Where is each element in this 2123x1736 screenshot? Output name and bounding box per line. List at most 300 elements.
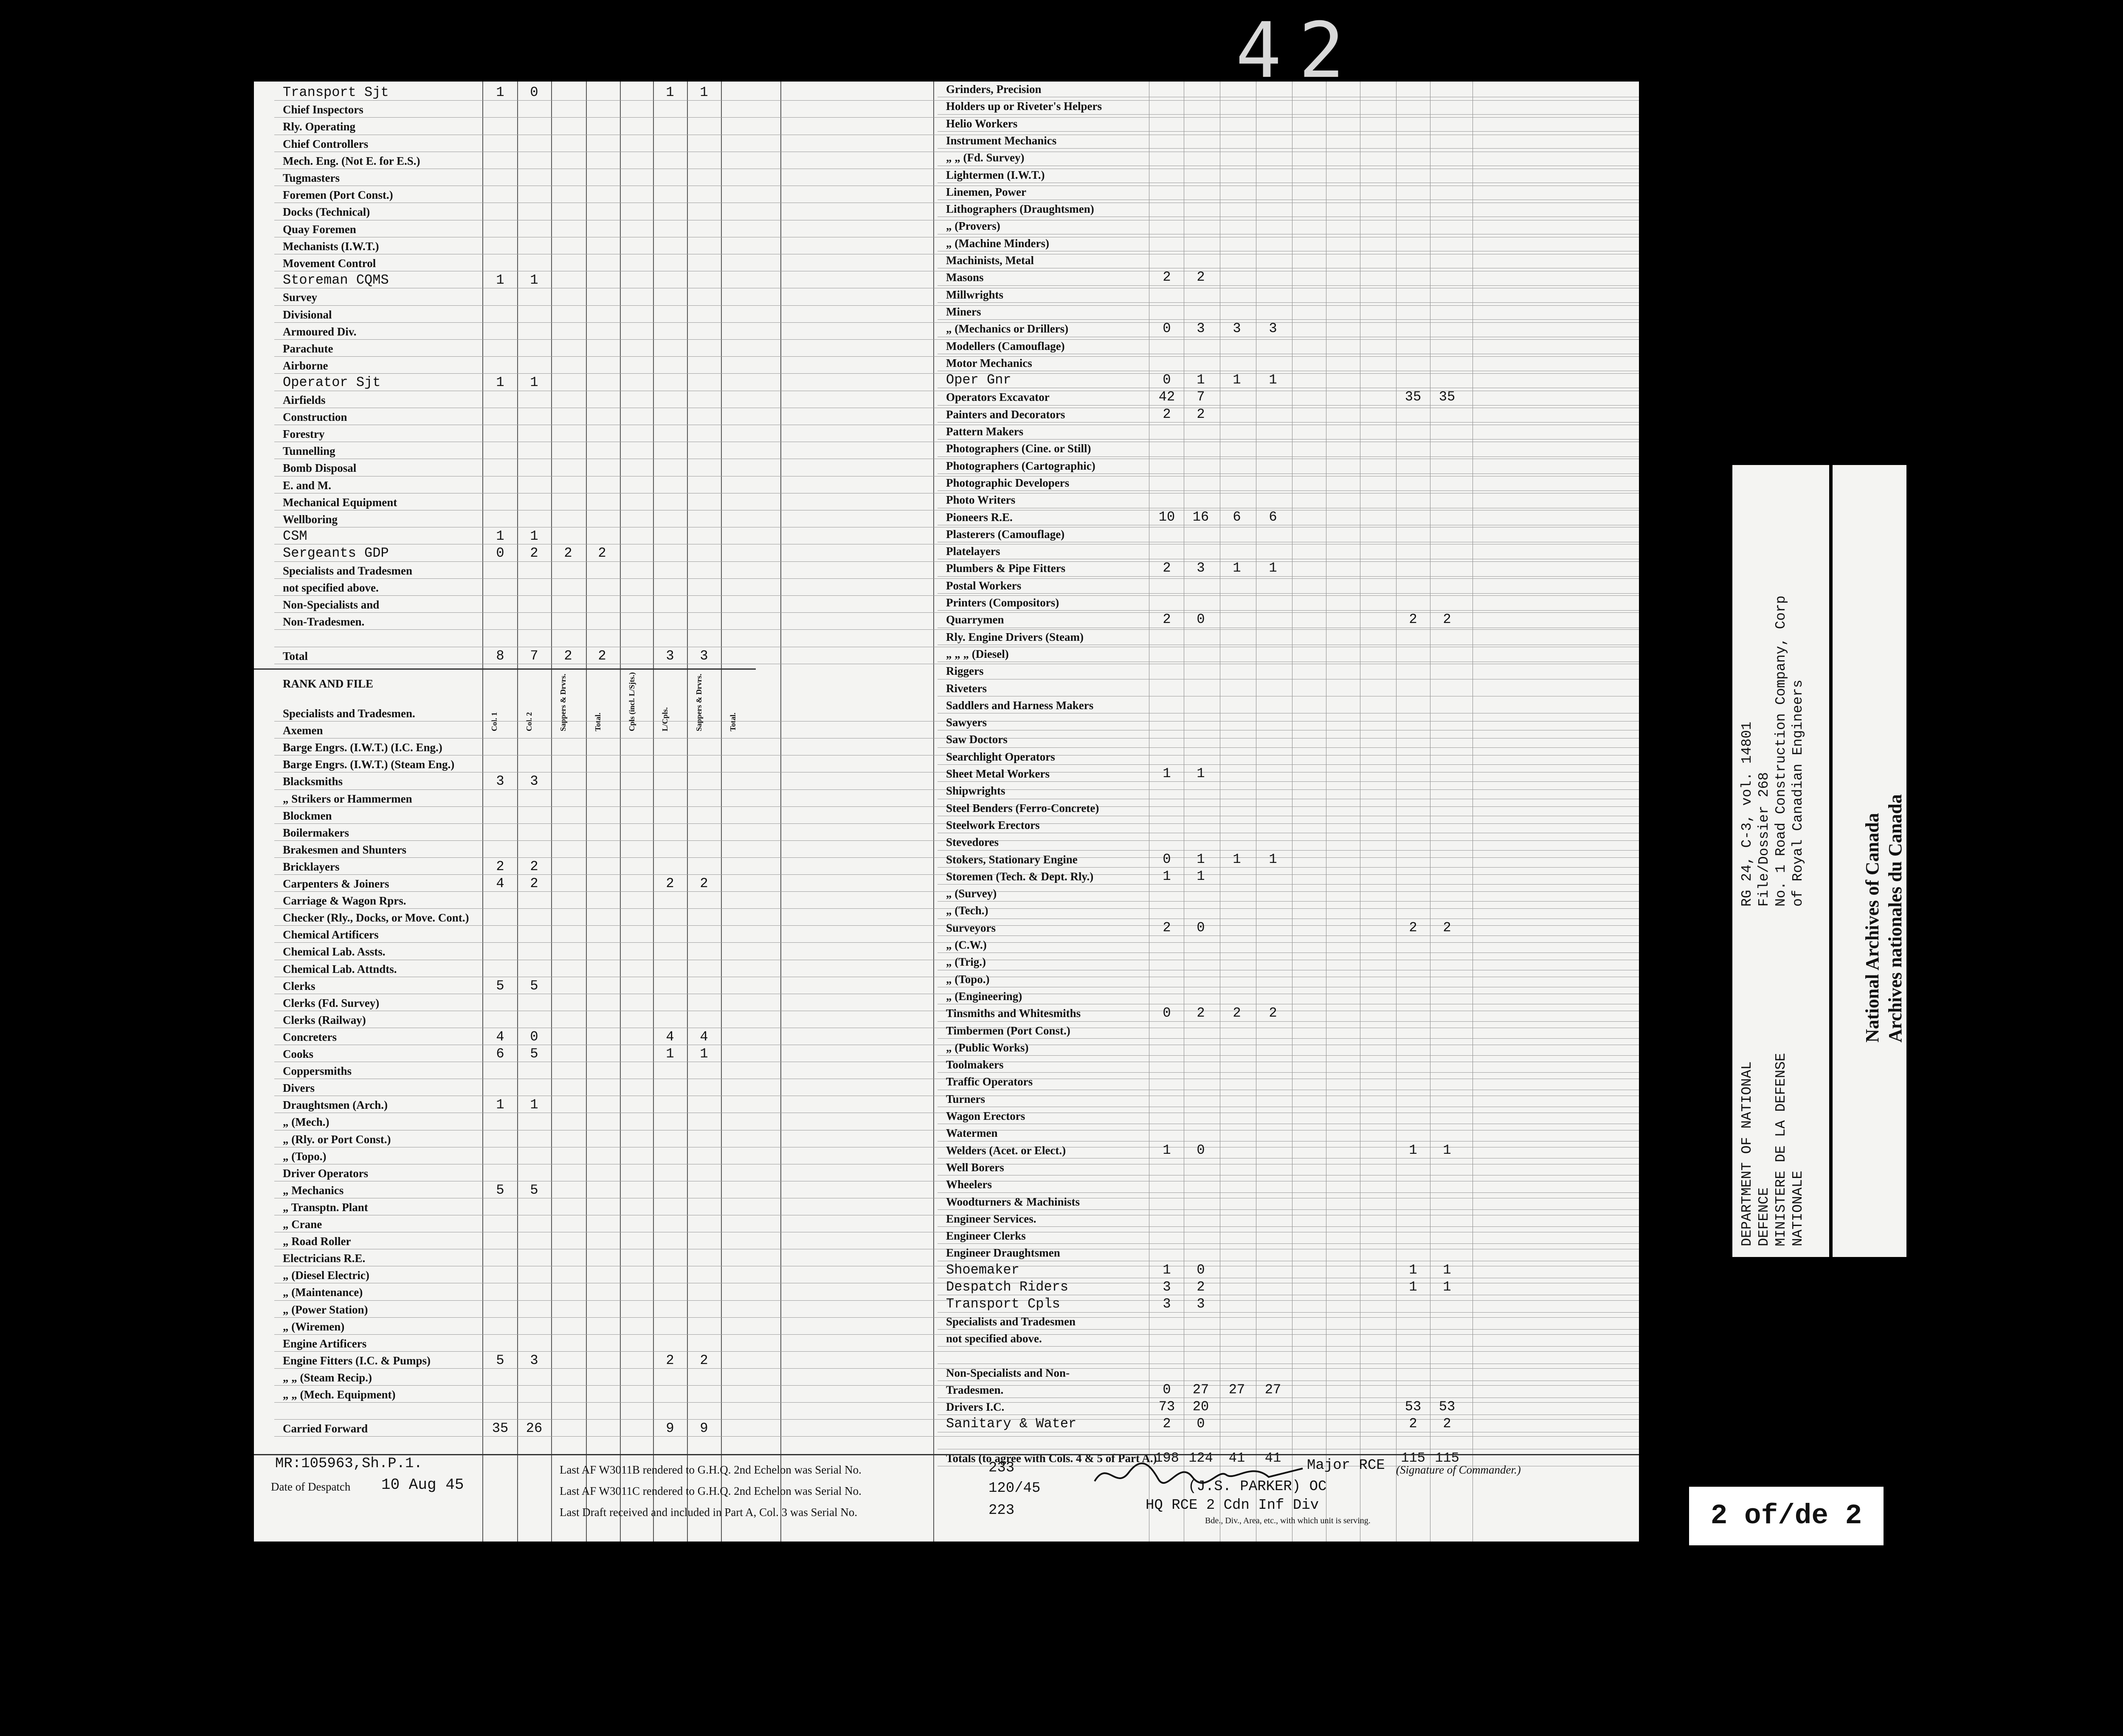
right_rows-label: Postal Workers: [946, 579, 1022, 592]
right-col-line: [933, 82, 934, 1542]
right_rows-value: 3: [1163, 1296, 1171, 1312]
left_rows2-label: Clerks (Fd. Survey): [283, 996, 380, 1009]
left_rows2-value: 3: [530, 773, 538, 789]
right_rows-value: 53: [1405, 1399, 1422, 1415]
right_rows-label: Masons: [946, 271, 984, 284]
page-number: 42: [1236, 6, 1362, 95]
left_rows2-label: „ „ (Steam Recip.): [283, 1371, 372, 1384]
left_rows-label: Construction: [283, 410, 347, 423]
left_rows2-label: „ (Diesel Electric): [283, 1269, 369, 1282]
left_rows2-label: Blacksmiths: [283, 775, 343, 788]
right_rows-value: 1: [1409, 1262, 1417, 1278]
right_rows-value: 41: [1228, 1450, 1245, 1466]
right_rows-label: „ (Survey): [946, 887, 997, 900]
archive-stamp: [1732, 465, 1906, 1257]
right_rows-value: 2: [1197, 406, 1205, 422]
page-badge: 2 of/de 2: [1688, 1485, 1885, 1547]
right_rows-value: 2: [1197, 1005, 1205, 1021]
right_rows-label: Wheelers: [946, 1178, 992, 1191]
dept-lines-line: DEFENCE: [1756, 1187, 1772, 1246]
left_rows2-label: Blockmen: [283, 809, 332, 822]
left_rows-label: Rly. Operating: [283, 120, 356, 133]
left_rows-label: Mech. Eng. (Not E. for E.S.): [283, 154, 420, 167]
right_rows-label: Wagon Erectors: [946, 1110, 1025, 1122]
left_rows-label: Bomb Disposal: [283, 462, 357, 475]
right_rows-label: Helio Workers: [946, 117, 1018, 130]
right_rows-label: Photo Writers: [946, 493, 1016, 507]
right_rows-value: 0: [1197, 612, 1205, 628]
left_rows2-label: Carriage & Wagon Rprs.: [283, 894, 406, 907]
right_rows-label: Woodturners & Machinists: [946, 1195, 1080, 1208]
right_rows-value: 2: [1163, 560, 1171, 576]
left_rows2-label: Clerks: [283, 979, 315, 992]
right_rows-value: 1: [1443, 1279, 1451, 1295]
stamp-divider: [1829, 465, 1833, 1257]
left_rows2-label: Electricians R.E.: [283, 1252, 366, 1265]
right_rows-value: 2: [1443, 919, 1451, 936]
left_rows-label: Foremen (Port Const.): [283, 189, 393, 202]
right_rows-label: Traffic Operators: [946, 1075, 1033, 1088]
right_rows-value: 1: [1197, 372, 1205, 388]
left_rows2-label: Barge Engrs. (I.W.T.) (Steam Eng.): [283, 758, 455, 771]
column-header: Sappers & Drvrs.: [559, 674, 567, 731]
left_rows2-value: 1: [700, 1046, 708, 1062]
right_rows-label: „ (Mechanics or Drillers): [946, 322, 1069, 335]
right_rows-value: 35: [1405, 389, 1422, 405]
right_rows-value: 0: [1163, 372, 1171, 388]
row-rule: [938, 593, 1639, 594]
right_rows-value: 2: [1269, 1005, 1277, 1021]
left-col-line: [687, 82, 688, 1542]
right_rows-value: 2: [1233, 1005, 1241, 1021]
right_rows-label: Storemen (Tech. & Dept. Rly.): [946, 870, 1094, 883]
ref-lines-line: RG 24, C-3, vol. 14801: [1739, 721, 1755, 907]
right_rows-label: Engineer Draughtsmen: [946, 1246, 1060, 1260]
right_rows-label: Transport Cpls: [946, 1296, 1060, 1312]
right_rows-label: Steelwork Erectors: [946, 818, 1040, 831]
unit-note: Bde., Div., Area, etc., with which unit is serving.: [1205, 1516, 1371, 1525]
left-col-line: [551, 82, 552, 1542]
left_rows-label: Operator Sjt: [283, 375, 381, 391]
right_rows-value: 27: [1264, 1381, 1281, 1398]
rank-and-file-heading: RANK AND FILE: [283, 677, 374, 690]
left_rows2-value: 9: [666, 1420, 674, 1437]
left_rows-value: 1: [496, 85, 504, 100]
row-rule: [938, 439, 1639, 440]
despatch-date: 10 Aug 45: [381, 1476, 464, 1494]
right_rows-label: Grinders, Precision: [946, 83, 1042, 96]
right_rows-value: 1: [1163, 766, 1171, 781]
right_rows-label: Engineer Services.: [946, 1212, 1036, 1225]
right_rows-label: Platelayers: [946, 545, 1000, 558]
row-rule: [938, 319, 1639, 320]
dept-lines-line: NATIONALE: [1790, 1170, 1806, 1246]
right_rows-label: Turners: [946, 1092, 985, 1105]
left_rows2-label: Concreters: [283, 1030, 337, 1043]
left_rows2-value: 4: [700, 1029, 708, 1045]
left_rows2-value: 5: [530, 978, 538, 994]
right_rows-value: 1: [1409, 1142, 1417, 1158]
right_rows-label: Holders up or Riveter's Helpers: [946, 100, 1102, 113]
right_rows-value: 1: [1269, 851, 1277, 867]
left_rows-value: 0: [530, 85, 538, 100]
serial-val-3: 223: [988, 1502, 1015, 1519]
left_rows2-value: 2: [700, 876, 708, 891]
left_rows2-value: 5: [496, 978, 504, 994]
row-rule: [938, 1226, 1639, 1227]
right_rows-label: Oper Gnr: [946, 372, 1011, 388]
footer-ref: MR:105963,Sh.P.1.: [275, 1456, 422, 1472]
left_rows2-value: 4: [496, 876, 504, 891]
left_rows-label: Chief Controllers: [283, 137, 369, 150]
left_rows-label: Docks (Technical): [283, 206, 370, 219]
left_rows-label: Movement Control: [283, 257, 376, 270]
right_rows-value: 2: [1163, 1416, 1171, 1432]
right_rows-value: 1: [1443, 1142, 1451, 1158]
left_rows2-label: „ (Rly. or Port Const.): [283, 1133, 391, 1146]
right_rows-label: Sawyers: [946, 716, 987, 729]
stamp-archive: [1833, 465, 1906, 1257]
left_rows2-label: „ Crane: [283, 1218, 322, 1231]
right_rows-value: 53: [1439, 1399, 1456, 1415]
left_rows-value: 1: [700, 85, 708, 100]
left_rows-value: 2: [598, 648, 606, 664]
right_rows-label: Sheet Metal Workers: [946, 767, 1050, 780]
right_rows-value: 0: [1197, 919, 1205, 936]
left_rows-value: 3: [700, 648, 708, 664]
left_rows2-value: 2: [700, 1352, 708, 1368]
left_rows2-value: 5: [530, 1182, 538, 1198]
left_rows2-label: Chemical Lab. Assts.: [283, 945, 386, 958]
right_rows-value: 0: [1197, 1416, 1205, 1432]
right_rows-value: 1: [1269, 372, 1277, 388]
right_rows-label: Despatch Riders: [946, 1279, 1069, 1295]
left_rows2-label: Engine Fitters (I.C. & Pumps): [283, 1354, 431, 1367]
left_rows2-label: „ (Topo.): [283, 1150, 327, 1163]
left_rows-value: 1: [496, 528, 504, 544]
right_rows-value: 2: [1409, 612, 1417, 628]
right_rows-value: 2: [1443, 1416, 1451, 1432]
left_rows2-label: Cooks: [283, 1048, 314, 1060]
left_rows2-label: Carried Forward: [283, 1422, 368, 1435]
left_rows2-label: Brakesmen and Shunters: [283, 843, 407, 856]
left_rows-label: not specified above.: [283, 581, 379, 594]
row-rule: [274, 1436, 1639, 1437]
row-rule: [938, 1243, 1639, 1244]
archive-lines-line: Archives nationales du Canada: [1885, 794, 1906, 1043]
signature-note: (Signature of Commander.): [1396, 1463, 1521, 1476]
right-col-line: [1396, 82, 1397, 1542]
serial-val-2: 120/45: [988, 1480, 1041, 1496]
right_rows-value: 16: [1192, 509, 1209, 525]
right_rows-label: Surveyors: [946, 921, 996, 934]
officer-name: (J.S. PARKER) OC: [1188, 1479, 1327, 1495]
right_rows-label: Totals (to agree with Cols. 4 & 5 of Part A.): [946, 1452, 1157, 1465]
left_rows2-label: Checker (Rly., Docks, or Move. Cont.): [283, 911, 469, 924]
left_rows-value: 1: [666, 85, 674, 100]
left_rows2-label: „ Transptn. Plant: [283, 1201, 368, 1214]
left_rows2-label: „ „ (Mech. Equipment): [283, 1388, 396, 1401]
right_rows-label: „ (Provers): [946, 220, 1000, 233]
right_rows-value: 1: [1233, 560, 1241, 576]
left-col-line: [653, 82, 654, 1542]
right_rows-value: 0: [1163, 1005, 1171, 1021]
right_rows-label: „ (Engineering): [946, 989, 1022, 1003]
left_rows2-label: Engine Artificers: [283, 1337, 367, 1350]
left_rows-value: 2: [598, 545, 606, 561]
right_rows-value: 2: [1163, 612, 1171, 628]
left_rows2-label: Boilermakers: [283, 826, 349, 839]
left_rows2-label: „ Mechanics: [283, 1184, 344, 1197]
left_rows2-label: „ (Mech.): [283, 1116, 329, 1129]
right_rows-label: „ (Trig.): [946, 955, 986, 969]
right_rows-value: 41: [1264, 1450, 1281, 1466]
left_rows-value: 1: [496, 375, 504, 391]
right_rows-label: Timbermen (Port Const.): [946, 1024, 1070, 1037]
right_rows-label: Riveters: [946, 682, 987, 695]
right_rows-value: 1: [1197, 851, 1205, 867]
left_rows-label: Parachute: [283, 342, 333, 355]
serial-val-1: 233: [988, 1460, 1015, 1476]
form-sheet: [254, 82, 1639, 1542]
left_rows2-value: 1: [496, 1097, 504, 1113]
left_rows-label: Tugmasters: [283, 172, 340, 184]
right_rows-value: 1: [1233, 372, 1241, 388]
left_rows2-value: 1: [530, 1097, 538, 1113]
right_rows-value: 27: [1192, 1381, 1209, 1398]
unit-name: HQ RCE 2 Cdn Inf Div: [1146, 1497, 1319, 1513]
row-rule: [938, 302, 1639, 303]
left_rows2-label: Barge Engrs. (I.W.T.) (I.C. Eng.): [283, 741, 442, 754]
column-header: Total.: [594, 713, 602, 731]
right_rows-label: Rly. Engine Drivers (Steam): [946, 630, 1084, 643]
right_rows-value: 2: [1163, 406, 1171, 422]
left_rows-value: 3: [666, 648, 674, 664]
right_rows-label: Welders (Acet. or Elect.): [946, 1144, 1066, 1157]
left_rows2-value: 2: [530, 876, 538, 891]
right_rows-value: 1: [1269, 560, 1277, 576]
left_rows-label: Survey: [283, 291, 317, 304]
left_rows-value: 1: [496, 272, 504, 288]
right_rows-label: Stevedores: [946, 836, 999, 849]
right_rows-value: 7: [1197, 389, 1205, 405]
right_rows-label: Shoemaker: [946, 1262, 1019, 1278]
left_rows2-label: „ (Wiremen): [283, 1320, 345, 1333]
left_rows2-value: 26: [526, 1420, 543, 1437]
left_rows-label: Total: [283, 649, 308, 662]
right_rows-label: Non-Specialists and Non-: [946, 1366, 1070, 1379]
right_rows-label: Pattern Makers: [946, 425, 1024, 438]
footer-rule: [254, 1454, 1639, 1455]
left_rows-value: 1: [530, 528, 538, 544]
right_rows-label: Instrument Mechanics: [946, 134, 1057, 147]
row-rule: [938, 1346, 1639, 1347]
left_rows-value: 1: [530, 375, 538, 391]
left_rows2-label: „ Strikers or Hammermen: [283, 792, 412, 805]
right_rows-label: Watermen: [946, 1127, 998, 1140]
left_rows2-value: 9: [700, 1420, 708, 1437]
row-rule: [938, 747, 1639, 748]
left_rows2-label: Divers: [283, 1082, 315, 1095]
right_rows-label: Lithographers (Draughtsmen): [946, 203, 1094, 216]
right_rows-label: „ „ (Fd. Survey): [946, 151, 1025, 164]
left_rows-label: Armoured Div.: [283, 325, 357, 338]
right_rows-label: Miners: [946, 305, 981, 318]
right_rows-value: 2: [1409, 1416, 1417, 1432]
column-header: Col. 1: [490, 712, 498, 731]
column-header: Total.: [729, 713, 737, 731]
left_rows2-label: Coppersmiths: [283, 1065, 352, 1078]
left_rows2-value: 2: [666, 876, 674, 891]
right_rows-value: 3: [1197, 321, 1205, 337]
right_rows-label: Tradesmen.: [946, 1383, 1004, 1396]
left_rows2-value: 0: [530, 1029, 538, 1045]
left_rows-value: 2: [564, 648, 572, 664]
left_rows2-label: Draughtsmen (Arch.): [283, 1099, 388, 1112]
left_rows2-value: 2: [666, 1352, 674, 1368]
right_rows-value: 2: [1163, 919, 1171, 936]
right_rows-value: 0: [1163, 321, 1171, 337]
left_rows2-value: 2: [496, 858, 504, 874]
right_rows-label: „ „ „ (Diesel): [946, 647, 1009, 660]
right_rows-value: 3: [1163, 1279, 1171, 1295]
right_rows-value: 2: [1443, 612, 1451, 628]
left_rows-label: Sergeants GDP: [283, 545, 389, 561]
right_rows-label: „ (Topo.): [946, 972, 990, 986]
right_rows-value: 0: [1197, 1142, 1205, 1158]
left-col-line: [586, 82, 587, 1542]
right_rows-label: Toolmakers: [946, 1058, 1004, 1071]
left_rows2-value: 4: [496, 1029, 504, 1045]
left-col-line: [482, 82, 483, 1542]
left_rows2-value: 3: [496, 773, 504, 789]
right_rows-value: 73: [1158, 1399, 1175, 1415]
right_rows-value: 20: [1192, 1399, 1209, 1415]
left_rows2-label: Driver Operators: [283, 1167, 369, 1180]
left_rows-label: Tunnelling: [283, 445, 335, 458]
right_rows-label: Pioneers R.E.: [946, 510, 1013, 524]
right_rows-label: Linemen, Power: [946, 185, 1026, 198]
ref-lines-line: of Royal Canadian Engineers: [1790, 679, 1806, 907]
left_rows2-value: 5: [496, 1182, 504, 1198]
column-header: Col. 2: [525, 712, 533, 731]
serial-line-2: Last AF W3011C rendered to G.H.Q. 2nd Echelon was Serial No.: [560, 1485, 862, 1497]
left_rows2-value: 6: [496, 1046, 504, 1062]
right_rows-value: 1: [1443, 1262, 1451, 1278]
right_rows-value: 3: [1197, 1296, 1205, 1312]
right_rows-value: 115: [1435, 1450, 1459, 1466]
left_rows-value: 0: [496, 545, 504, 561]
right_rows-label: Saddlers and Harness Makers: [946, 699, 1094, 712]
row-rule: [274, 1351, 1639, 1352]
ref-lines-line: No. 1 Road Construction Company, Corp: [1773, 595, 1789, 907]
dept-lines-line: DEPARTMENT OF NATIONAL: [1739, 1061, 1755, 1246]
right_rows-label: „ (C.W.): [946, 938, 987, 951]
left_rows-label: Mechanists (I.W.T.): [283, 240, 379, 253]
right_rows-value: 1: [1163, 1262, 1171, 1278]
right_rows-label: Drivers I.C.: [946, 1401, 1005, 1414]
right_rows-value: 2: [1163, 269, 1171, 285]
right_rows-label: Motor Mechanics: [946, 356, 1032, 369]
right_rows-label: Stokers, Stationary Engine: [946, 853, 1078, 866]
right_rows-label: Photographic Developers: [946, 476, 1070, 489]
left_rows2-label: Specialists and Tradesmen.: [283, 707, 415, 720]
right_rows-value: 10: [1158, 509, 1175, 525]
left_rows-label: Airborne: [283, 359, 328, 372]
left_rows-label: Mechanical Equipment: [283, 496, 397, 509]
row-rule: [938, 901, 1639, 902]
archive-lines-line: National Archives of Canada: [1862, 813, 1883, 1043]
right_rows-value: 6: [1269, 509, 1277, 525]
left_rows2-label: „ (Maintenance): [283, 1286, 363, 1299]
left_rows-value: 8: [496, 648, 504, 664]
right_rows-value: 6: [1233, 509, 1241, 525]
column-header: Sappers & Drvrs.: [695, 674, 703, 731]
right_rows-label: Riggers: [946, 665, 984, 678]
right_rows-value: 124: [1188, 1450, 1213, 1466]
row-rule: [938, 131, 1639, 132]
left_rows2-label: Clerks (Railway): [283, 1013, 366, 1026]
right_rows-value: 0: [1197, 1262, 1205, 1278]
right_rows-label: Plumbers & Pipe Fitters: [946, 562, 1066, 575]
right_rows-value: 27: [1228, 1381, 1245, 1398]
stamp-reference: [1732, 465, 1829, 1257]
left_rows-label: E. and M.: [283, 479, 332, 492]
right_rows-label: Operators Excavator: [946, 391, 1050, 404]
left_rows2-value: 35: [492, 1420, 509, 1437]
left_rows-label: Divisional: [283, 308, 332, 321]
right_rows-value: 1: [1409, 1279, 1417, 1295]
right_rows-value: 2: [1197, 269, 1205, 285]
left_rows-label: Airfields: [283, 393, 326, 406]
right_rows-label: Printers (Compositors): [946, 596, 1059, 609]
left_rows2-label: „ Road Roller: [283, 1235, 351, 1248]
right_rows-value: 1: [1197, 766, 1205, 781]
right_rows-value: 3: [1269, 321, 1277, 337]
left_rows-label: CSM: [283, 528, 307, 544]
left_rows2-label: Axemen: [283, 724, 323, 737]
left-col-line: [517, 82, 518, 1542]
section-rule: [254, 668, 756, 670]
left_rows2-value: 2: [530, 858, 538, 874]
left_rows-label: Forestry: [283, 428, 325, 440]
left_rows2-value: 5: [530, 1046, 538, 1062]
left_rows2-label: Carpenters & Joiners: [283, 877, 389, 890]
right_rows-label: not specified above.: [946, 1332, 1042, 1345]
left_rows-value: 2: [530, 545, 538, 561]
right_rows-value: 3: [1197, 560, 1205, 576]
right_rows-value: 2: [1409, 919, 1417, 936]
right_rows-label: Tinsmiths and Whitesmiths: [946, 1007, 1081, 1020]
ref-lines-line: File/Dossier 268: [1756, 772, 1772, 907]
serial-line-3: Last Draft received and included in Part A, Col. 3 was Serial No.: [560, 1506, 858, 1519]
signature-rank: Major RCE: [1307, 1457, 1385, 1474]
left_rows-value: 1: [530, 272, 538, 288]
right_rows-value: 1: [1163, 1142, 1171, 1158]
left_rows-label: Storeman CQMS: [283, 272, 389, 288]
right_rows-label: Engineer Clerks: [946, 1229, 1026, 1243]
right_rows-label: „ (Tech.): [946, 904, 988, 917]
left_rows-label: Non-Specialists and: [283, 598, 380, 611]
left_rows-label: Wellboring: [283, 513, 338, 526]
right_rows-label: Plasterers (Camouflage): [946, 527, 1065, 541]
left_rows2-label: „ (Power Station): [283, 1303, 368, 1316]
left_rows-label: Specialists and Tradesmen: [283, 564, 413, 577]
left_rows2-label: Chemical Artificers: [283, 928, 379, 941]
left_rows-value: 2: [564, 545, 572, 561]
right_rows-value: 0: [1163, 1381, 1171, 1398]
right_rows-label: Photographers (Cartographic): [946, 459, 1095, 472]
